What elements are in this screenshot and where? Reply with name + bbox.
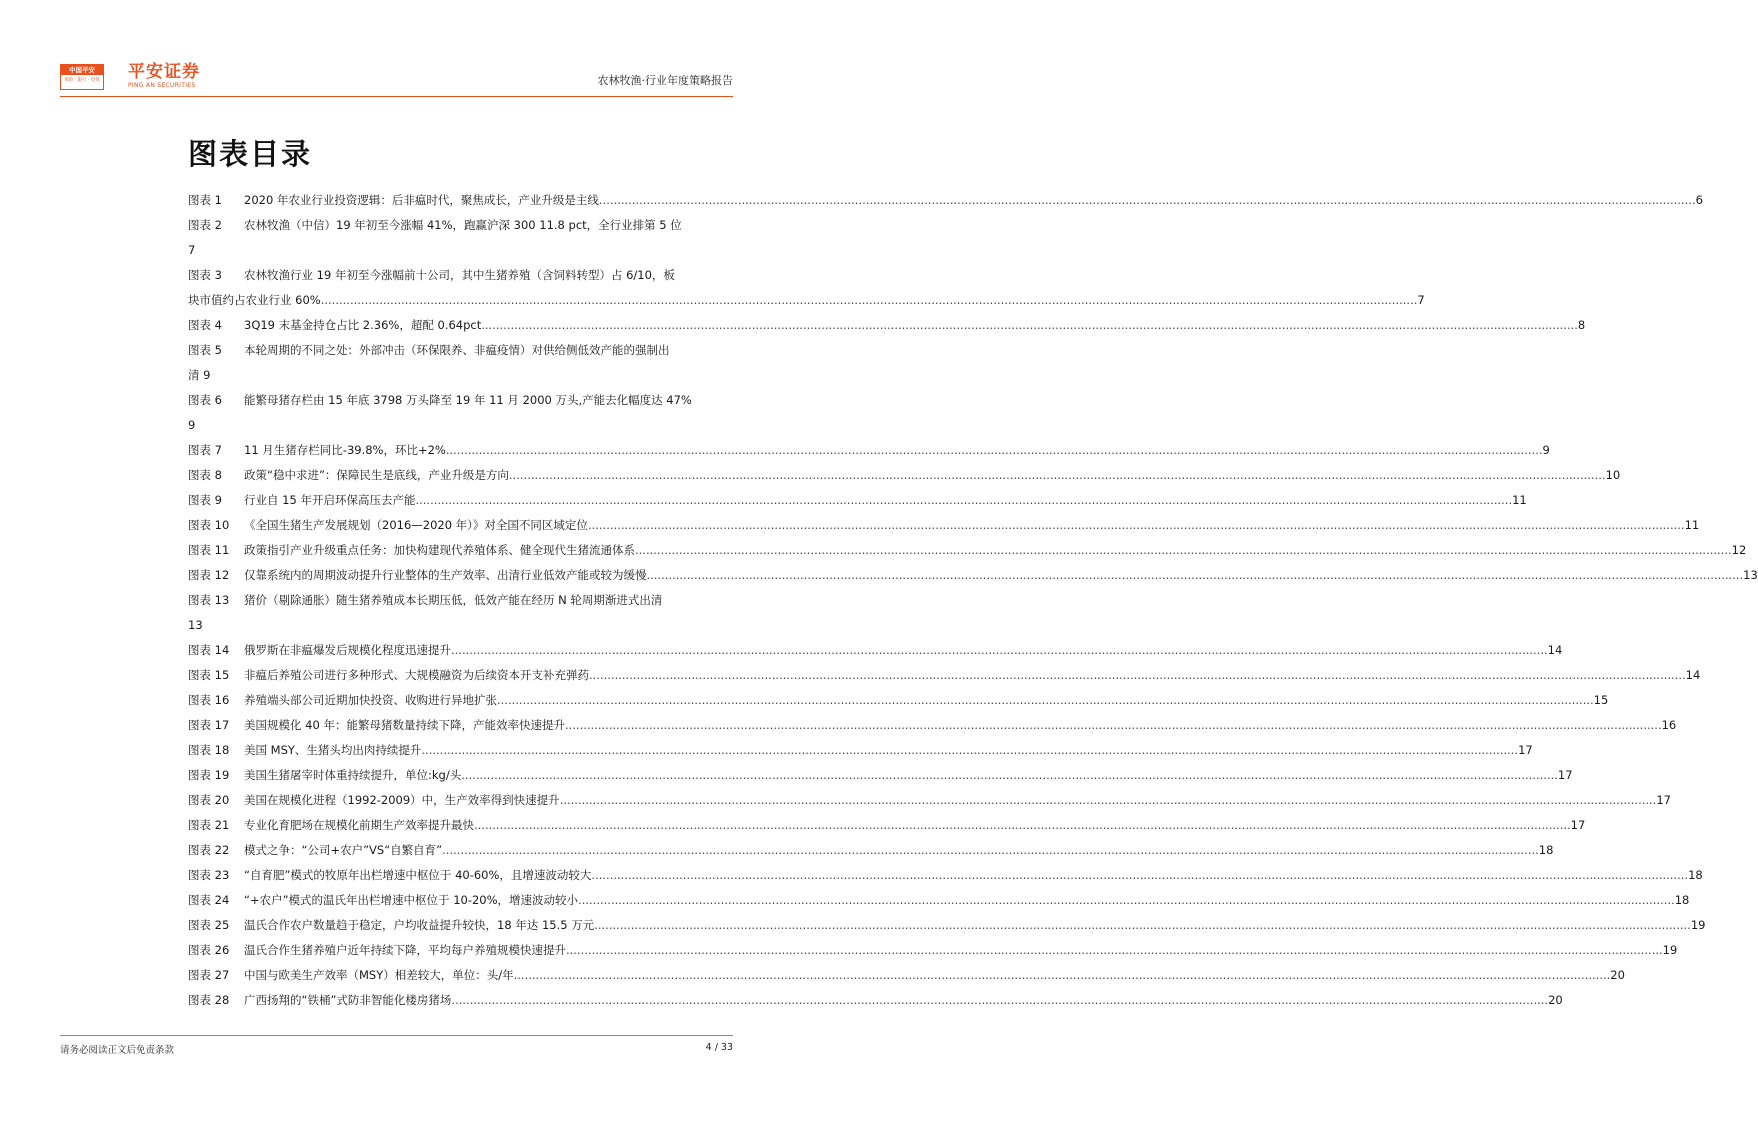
- report-title: 农林牧渔·行业年度策略报告: [597, 74, 733, 87]
- toc-entry-title: “+农户”模式的温氏年出栏增速中枢位于 10-20%，增速波动较小: [244, 893, 579, 907]
- toc-entry-page: 17: [1656, 793, 1671, 807]
- toc-entry-label: 图表 24: [188, 893, 230, 907]
- brand: [128, 62, 200, 90]
- toc-entry-page: 12: [1731, 543, 1747, 557]
- toc-entry-title: 非瘟后养殖公司进行多种形式、大规模融资为后续资本开支补充弹药: [244, 668, 589, 682]
- toc-entry-label: 图表 5: [188, 343, 222, 357]
- toc-entry-title-line2: 7: [188, 243, 196, 257]
- toc-entry[interactable]: [188, 788, 1671, 813]
- toc-entry-label: 图表 21: [188, 818, 230, 832]
- toc-entry[interactable]: [188, 563, 1758, 588]
- toc-entry-page: 14: [1685, 668, 1701, 682]
- toc-entry-page: 16: [1661, 718, 1677, 732]
- toc-entry-title: 俄罗斯在非瘟爆发后规模化程度迅速提升: [244, 643, 451, 657]
- toc-entry-label: 图表 8: [188, 468, 222, 482]
- toc-entry-title-line2: 13: [188, 618, 203, 632]
- toc-entry-page: 20: [1548, 993, 1563, 1007]
- footer-page-number: 4 / 33: [705, 1042, 733, 1053]
- toc-leader-dots: ............................................................................................................................................................................................................................................................................................................: [415, 493, 1513, 507]
- toc-entry-title: 中国与欧美生产效率（MSY）相差较大，单位：头/年: [244, 968, 514, 982]
- toc-leader-dots: ............................................................................................................................................................................................................................................................................................................: [497, 693, 1594, 707]
- toc-leader-dots: ............................................................................................................................................................................................................................................................................................................: [508, 468, 1606, 482]
- toc-entry-page: 6: [1695, 193, 1703, 207]
- toc-leader-dots: ............................................................................................................................................................................................................................................................................................................: [578, 893, 1675, 907]
- toc-leader-dots: ............................................................................................................................................................................................................................................................................................................: [320, 293, 1418, 307]
- toc-entry-label: 图表 2: [188, 218, 222, 232]
- toc-entry[interactable]: [188, 938, 1678, 963]
- toc-entry[interactable]: [188, 663, 1701, 688]
- toc-entry-title: “自育肥”模式的牧原年出栏增速中枢位于 40-60%，且增速波动较大: [244, 868, 592, 882]
- toc-leader-dots: ............................................................................................................................................................................................................................................................................................................: [451, 993, 1549, 1007]
- toc-entry-label: 图表 12: [188, 568, 230, 582]
- toc-entry-label: 图表 10: [188, 518, 230, 532]
- toc-entry-title: 美国生猪屠宰时体重持续提升，单位:kg/头: [244, 768, 462, 782]
- page-footer: [60, 1035, 733, 1056]
- toc-entry[interactable]: [188, 463, 1621, 488]
- toc-entry[interactable]: [188, 538, 1747, 563]
- toc-leader-dots: ............................................................................................................................................................................................................................................................................................................: [559, 793, 1657, 807]
- toc-leader-dots: ............................................................................................................................................................................................................................................................................................................: [421, 743, 1519, 757]
- toc-entry-title-line2: 块市值约占农业行业 60%: [188, 293, 321, 307]
- toc-leader-dots: ............................................................................................................................................................................................................................................................................................................: [474, 818, 1571, 832]
- toc-entry-page: 9: [1542, 443, 1550, 457]
- toc-entry[interactable]: [188, 863, 1703, 888]
- toc-entry-title: 温氏合作农户数量趋于稳定，户均收益提升较快，18 年达 15.5 万元: [244, 918, 595, 932]
- toc-entry[interactable]: [188, 263, 1425, 313]
- toc-entry-label: 图表 17: [188, 718, 230, 732]
- toc-leader-dots: ............................................................................................................................................................................................................................................................................................................: [513, 968, 1611, 982]
- toc-entry-label: 图表 14: [188, 643, 230, 657]
- toc-entry-title: 美国规模化 40 年：能繁母猪数量持续下降，产能效率快速提升: [244, 718, 565, 732]
- toc-entry[interactable]: [188, 813, 1586, 838]
- toc-entry-page: 20: [1610, 968, 1625, 982]
- toc-entry-label: 图表 18: [188, 743, 230, 757]
- toc-leader-dots: ............................................................................................................................................................................................................................................................................................................: [587, 518, 1685, 532]
- page-title: 图表目录: [188, 137, 313, 171]
- toc-entry-page: 17: [1557, 768, 1573, 782]
- toc-entry-label: 图表 22: [188, 843, 230, 857]
- toc-entry-label: 图表 1: [188, 193, 222, 207]
- toc-leader-dots: ............................................................................................................................................................................................................................................................................................................: [445, 443, 1543, 457]
- toc-entry-title: 政策“稳中求进”：保障民生是底线，产业升级是方向: [244, 468, 509, 482]
- toc-entry-page: 19: [1662, 943, 1678, 957]
- toc-entry[interactable]: [188, 988, 1563, 1013]
- logo-line1: 中国平安: [61, 65, 103, 75]
- toc-entry-page: 18: [1538, 843, 1554, 857]
- toc-entry-title: 温氏合作生猪养殖户近年持续下降，平均每户养殖规模快速提升: [244, 943, 566, 957]
- toc-entry-label: 图表 15: [188, 668, 230, 682]
- toc-leader-dots: ............................................................................................................................................................................................................................................................................................................: [461, 768, 1558, 782]
- toc-entry-page: 10: [1605, 468, 1621, 482]
- toc-entry-title-line2: 清 9: [188, 368, 211, 382]
- toc-entry-label: 图表 26: [188, 943, 230, 957]
- toc-entry-page: 18: [1674, 893, 1690, 907]
- toc-entry[interactable]: [188, 388, 736, 438]
- toc-entry-page: 11: [1512, 493, 1527, 507]
- toc-entry[interactable]: [188, 588, 736, 638]
- toc-entry[interactable]: [188, 513, 1700, 538]
- toc-entry[interactable]: [188, 713, 1677, 738]
- toc-entry-page: 7: [1417, 293, 1425, 307]
- toc-leader-dots: ............................................................................................................................................................................................................................................................................................................: [594, 918, 1691, 932]
- toc-entry-page: 17: [1518, 743, 1533, 757]
- toc-leader-dots: ............................................................................................................................................................................................................................................................................................................: [566, 943, 1663, 957]
- toc-entry-title-line2: 9: [188, 418, 196, 432]
- page-header: [60, 60, 733, 97]
- toc-entry-title: 3Q19 末基金持仓占比 2.36%，超配 0.64pct: [244, 318, 482, 332]
- footer-disclaimer: 请务必阅读正文后免责条款: [60, 1045, 175, 1056]
- toc-entry-label: 图表 4: [188, 318, 222, 332]
- toc-entry-label: 图表 23: [188, 868, 230, 882]
- toc-entry-title-line1: 农林牧渔行业 19 年初至今涨幅前十公司，其中生猪养殖（含饲料转型）占 6/10，板: [244, 268, 675, 282]
- toc-entry[interactable]: [188, 888, 1690, 913]
- toc-entry[interactable]: [188, 963, 1625, 988]
- table-of-contents: [188, 188, 1758, 1013]
- toc-leader-dots: ............................................................................................................................................................................................................................................................................................................: [589, 668, 1686, 682]
- toc-entry[interactable]: [188, 738, 1533, 763]
- toc-entry-title-line1: 农林牧渔（中信）19 年初至今涨幅 41%，跑赢沪深 300 11.8 pct，全行业排第 5 位: [244, 218, 682, 232]
- toc-entry-label: 图表 6: [188, 393, 222, 407]
- toc-entry-title: 养殖端头部公司近期加快投资、收购进行异地扩张: [244, 693, 497, 707]
- toc-entry-label: 图表 19: [188, 768, 230, 782]
- toc-leader-dots: ............................................................................................................................................................................................................................................................................................................: [451, 643, 1548, 657]
- toc-entry-title: 政策指引产业升级重点任务：加快构建现代养殖体系、健全现代生猪流通体系: [244, 543, 635, 557]
- toc-entry-title-line1: 能繁母猪存栏由 15 年底 3798 万头降至 19 年 11 月 2000 万头,产能去化幅度达 47%: [244, 393, 692, 407]
- toc-entry-title: 美国在规模化进程（1992-2009）中，生产效率得到快速提升: [244, 793, 560, 807]
- toc-entry-label: 图表 25: [188, 918, 230, 932]
- toc-entry-label: 图表 27: [188, 968, 230, 982]
- toc-entry-page: 13: [1743, 568, 1758, 582]
- toc-entry-title: 模式之争：“公司+农户”VS“自繁自育”: [244, 843, 443, 857]
- ping-an-logo: [60, 64, 104, 90]
- toc-entry-page: 17: [1570, 818, 1586, 832]
- brand-name-cn: 平安证券: [128, 62, 200, 82]
- toc-leader-dots: ............................................................................................................................................................................................................................................................................................................: [564, 718, 1662, 732]
- toc-entry[interactable]: [188, 913, 1706, 938]
- toc-entry[interactable]: [188, 488, 1527, 513]
- toc-entry-page: 19: [1690, 918, 1706, 932]
- toc-entry-label: 图表 16: [188, 693, 230, 707]
- toc-entry-label: 图表 3: [188, 268, 222, 282]
- toc-entry[interactable]: [188, 338, 736, 388]
- toc-entry-label: 图表 28: [188, 993, 230, 1007]
- toc-entry-title: 美国 MSY、生猪头均出肉持续提升: [244, 743, 422, 757]
- toc-entry-label: 图表 7: [188, 443, 222, 457]
- brand-name-en: PING AN SECURITIES: [128, 82, 196, 89]
- toc-entry-title-line1: 猪价（剔除通胀）随生猪养殖成本长期压低，低效产能在经历 N 轮周期渐进式出清: [244, 593, 663, 607]
- toc-entry-label: 图表 9: [188, 493, 222, 507]
- toc-entry-page: 8: [1577, 318, 1586, 332]
- toc-entry-title-line1: 本轮周期的不同之处：外部冲击（环保限养、非瘟疫情）对供给侧低效产能的强制出: [244, 343, 670, 357]
- toc-entry[interactable]: [188, 688, 1609, 713]
- toc-entry-page: 15: [1593, 693, 1609, 707]
- toc-entry[interactable]: [188, 438, 1550, 463]
- toc-entry-title: 11 月生猪存栏同比-39.8%，环比+2%: [244, 443, 446, 457]
- toc-entry-title: 广西扬翔的“铁桶”式防非智能化楼房猪场: [244, 993, 452, 1007]
- logo-line2: 保险 · 银行 · 投资: [64, 78, 100, 83]
- toc-entry[interactable]: [188, 188, 1703, 213]
- toc-entry-label: 图表 11: [188, 543, 230, 557]
- toc-entry-label: 图表 13: [188, 593, 230, 607]
- toc-leader-dots: ............................................................................................................................................................................................................................................................................................................: [635, 543, 1732, 557]
- toc-entry-page: 18: [1688, 868, 1703, 882]
- toc-entry[interactable]: [188, 313, 1586, 338]
- toc-leader-dots: ............................................................................................................................................................................................................................................................................................................: [646, 568, 1744, 582]
- toc-entry[interactable]: [188, 838, 1554, 863]
- toc-entry-title: 2020 年农业行业投资逻辑：后非瘟时代，聚焦成长，产业升级是主线: [244, 193, 599, 207]
- toc-entry-label: 图表 20: [188, 793, 230, 807]
- toc-entry-title: 《全国生猪生产发展规划（2016—2020 年）》对全国不同区域定位: [244, 518, 588, 532]
- toc-entry[interactable]: [188, 763, 1573, 788]
- toc-leader-dots: ............................................................................................................................................................................................................................................................................................................: [598, 193, 1696, 207]
- toc-entry-page: 14: [1547, 643, 1563, 657]
- toc-entry-title: 行业自 15 年开启环保高压去产能: [244, 493, 416, 507]
- toc-leader-dots: ............................................................................................................................................................................................................................................................................................................: [591, 868, 1689, 882]
- toc-entry-title: 专业化育肥场在规模化前期生产效率提升最快: [244, 818, 474, 832]
- toc-entry[interactable]: [188, 638, 1563, 663]
- toc-entry-title: 仅靠系统内的周期波动提升行业整体的生产效率、出清行业低效产能或较为缓慢: [244, 568, 647, 582]
- toc-leader-dots: ............................................................................................................................................................................................................................................................................................................: [442, 843, 1539, 857]
- toc-leader-dots: ............................................................................................................................................................................................................................................................................................................: [481, 318, 1578, 332]
- toc-entry[interactable]: [188, 213, 736, 263]
- toc-entry-page: 11: [1684, 518, 1700, 532]
